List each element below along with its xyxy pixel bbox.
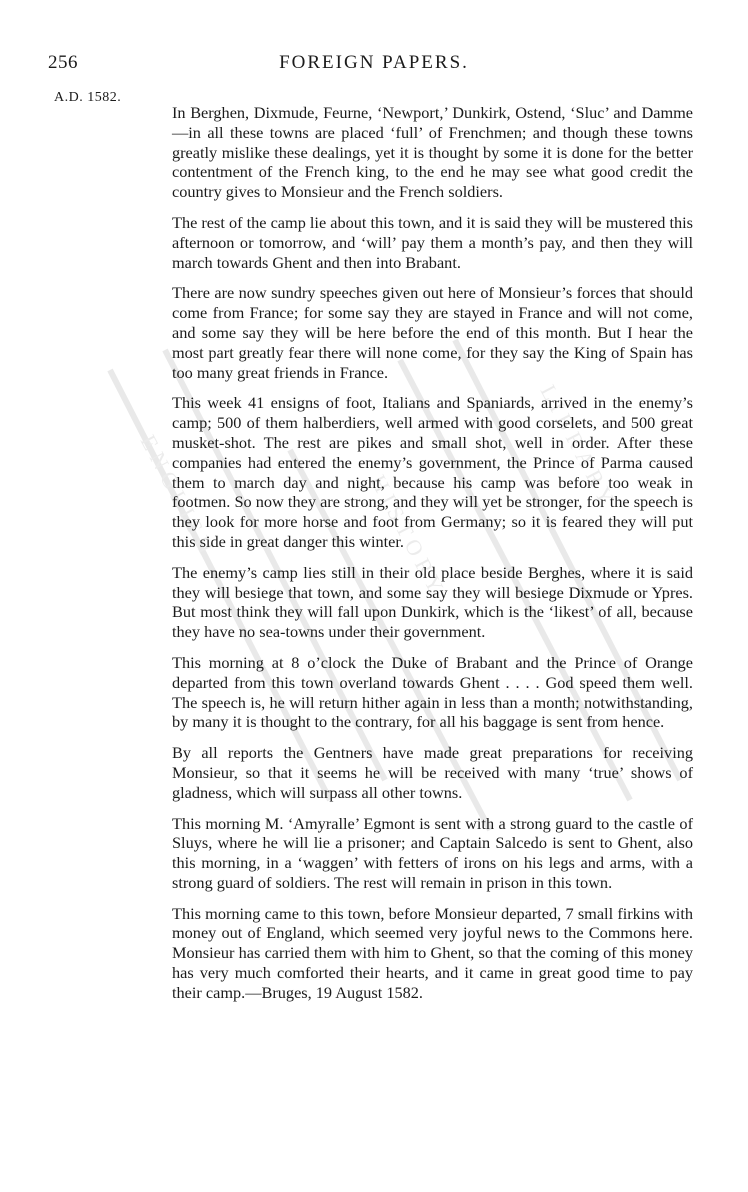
margin-year-note: A.D. 1582. [54,90,122,105]
running-title: FOREIGN PAPERS. [279,52,469,73]
watermark-left-text: ENGLISH [135,430,222,563]
paragraph-3: There are now sundry speeches given out here of Monsieur’s forces that should come from France; for some say they are stayed in France and will not come, and some say they will be here before the end of this month. But I hear the most part greatly fear there will none come, for they say the King of Spain has too many great friends in France. [172,283,693,382]
body-text [172,103,693,1003]
paragraph-8: This morning M. ‘Amyralle’ Egmont is sent with a strong guard to the castle of Sluys, where he will lie a prisoner; and Captain Salcedo is sent to Ghent, also this morning, in a ‘waggen’ with fetters of irons on his legs and arms, with a strong guard of soldiers. The rest will remain in prison in this town. [172,813,693,892]
paragraph-7: By all reports the Gentners have made great preparations for receiving Monsieur, so that it seems he will be received with many ‘true’ shows of gladness, which will surpass all other towns. [172,743,693,802]
watermark-right-text: LIBRARY [535,380,623,514]
paragraph-9: This morning came to this town, before Monsieur departed, 7 small firkins with money out of England, which seemed very joyful news to the Commons here. Monsieur has carried them with him to Ghent, so that the coming of this money has very much comforted their hearts, and it came in great good time to pay their camp.—Bruges, 19 August 1582. [172,903,693,1002]
watermark-center-text: HISTORY [365,470,452,603]
page-number: 256 [48,52,78,73]
paragraph-2: The rest of the camp lie about this town, and it is said they will be mustered this afternoon or tomorrow, and ‘will’ pay them a month’s pay, and then they will march towards Ghent and then into Brabant. [172,212,693,272]
paragraph-5: The enemy’s camp lies still in their old place beside Berghes, where it is said they will besiege that town, and some say they will besiege Dixmude or Ypres. But most think they will fall upon Dunkirk, which is the ‘likest’ of all, because they have no sea-towns under their government. [172,562,693,642]
paragraph-6: This morning at 8 o’clock the Duke of Brabant and the Prince of Orange departed from this town overland towards Ghent . . . . God speed them well. The speech is, he will return hither again in less than a month; notwithstanding, by many it is thought to the contrary, for all his baggage is sent from hence. [172,652,693,732]
paragraph-1: In Berghen, Dixmude, Feurne, ‘Newport,’ Dunkirk, Ostend, ‘Sluc’ and Damme—in all these towns are placed ‘full’ of Frenchmen; and though these towns greatly mislike these dealings, yet it is thought by some it is done for the better contentment of the French king, to the end he may see what good credit the country gives to Monsieur and the French soldiers. [172,103,693,202]
paragraph-4: This week 41 ensigns of foot, Italians and Spaniards, arrived in the enemy’s camp; 500 of them halberdiers, well armed with good corselets, and 500 great musket-shot. The rest are pikes and small shot, well in order. After these companies had entered the enemy’s government, the Prince of Parma caused them to march day and night, because his camp was before too weak in footmen. So now they are strong, and they will yet be stronger, for the speech is they look for more horse and foot from Germany; so it is feared they will put this side in great danger this winter. [172,393,693,551]
